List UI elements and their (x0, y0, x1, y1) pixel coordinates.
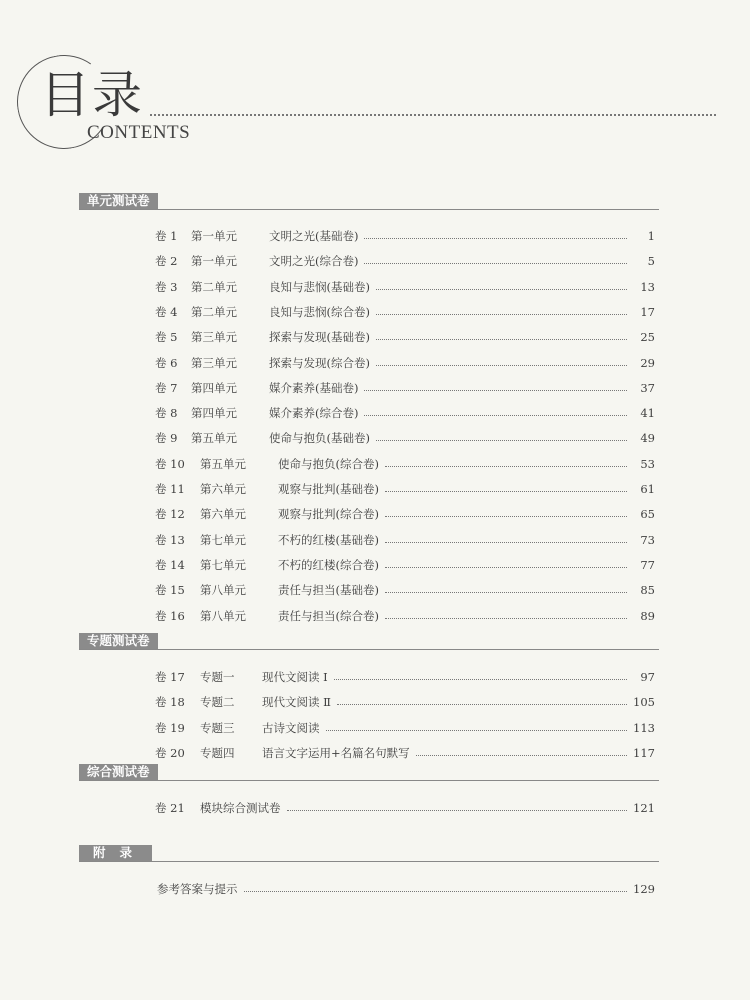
entry-unit: 第二单元 (191, 280, 237, 294)
entry-unit: 专题二 (200, 695, 235, 709)
leader-dots (364, 263, 627, 264)
toc-entry (155, 693, 655, 711)
entry-title: 使命与抱负(综合卷) (278, 457, 379, 471)
entry-title: 媒介素养(综合卷) (269, 406, 359, 420)
leader-dots (287, 810, 628, 811)
entry-title: 良知与悲悯(基础卷) (269, 280, 370, 294)
toc-entry (155, 799, 655, 817)
entry-unit: 第八单元 (200, 583, 246, 597)
leader-dots (385, 618, 627, 619)
entry-unit: 第一单元 (191, 254, 237, 268)
leader-dots (385, 466, 627, 467)
entry-title: 模块综合测试卷 (200, 801, 281, 815)
toc-entry (155, 303, 655, 321)
toc-entry (155, 455, 655, 473)
entry-volume: 卷 12 (155, 507, 185, 521)
entry-volume: 卷 14 (155, 558, 185, 572)
entry-title: 参考答案与提示 (157, 882, 238, 896)
entry-title: 文明之光(综合卷) (269, 254, 359, 268)
entry-title: 探索与发现(基础卷) (269, 330, 370, 344)
entry-title: 文明之光(基础卷) (269, 229, 359, 243)
entry-unit: 专题四 (200, 746, 235, 760)
entry-unit: 第五单元 (200, 457, 246, 471)
entry-page-number: 73 (640, 533, 655, 547)
leader-dots (326, 730, 628, 731)
leader-dots (334, 679, 627, 680)
entry-volume: 卷 15 (155, 583, 185, 597)
entry-unit: 第四单元 (191, 406, 237, 420)
toc-entry (155, 328, 655, 346)
entry-page-number: 121 (633, 801, 655, 815)
leader-dots (364, 415, 627, 416)
entry-volume: 卷 8 (155, 406, 178, 420)
page-title: 目录 (40, 66, 144, 124)
entry-page-number: 53 (640, 457, 655, 471)
entry-page-number: 65 (640, 507, 655, 521)
entry-unit: 第六单元 (200, 507, 246, 521)
entry-page-number: 77 (640, 558, 655, 572)
entry-page-number: 17 (640, 305, 655, 319)
toc-entry (155, 278, 655, 296)
leader-dots (376, 314, 627, 315)
entry-title: 古诗文阅读 (262, 721, 320, 735)
entry-title: 观察与批判(基础卷) (278, 482, 379, 496)
entry-title: 责任与担当(基础卷) (278, 583, 379, 597)
leader-dots (416, 755, 627, 756)
entry-volume: 卷 11 (155, 482, 185, 496)
leader-dots (376, 440, 627, 441)
entry-unit: 第六单元 (200, 482, 246, 496)
entry-title: 媒介素养(基础卷) (269, 381, 359, 395)
entry-page-number: 105 (633, 695, 655, 709)
toc-entry (155, 668, 655, 686)
entry-title: 使命与抱负(基础卷) (269, 431, 370, 445)
toc-entry (155, 531, 655, 549)
header-dotted-rule (150, 114, 716, 116)
entry-volume: 卷 10 (155, 457, 185, 471)
entry-volume: 卷 2 (155, 254, 178, 268)
entry-title: 语言文字运用+名篇名句默写 (262, 746, 410, 760)
toc-entry (155, 379, 655, 397)
section-label: 综合测试卷 (79, 764, 158, 780)
entry-title: 不朽的红楼(基础卷) (278, 533, 379, 547)
entry-page-number: 25 (640, 330, 655, 344)
entry-page-number: 113 (633, 721, 655, 735)
entry-unit: 第四单元 (191, 381, 237, 395)
leader-dots (385, 592, 627, 593)
entry-volume: 卷 13 (155, 533, 185, 547)
entry-unit: 专题三 (200, 721, 235, 735)
entry-volume: 卷 5 (155, 330, 178, 344)
section-header-appendix (79, 845, 659, 862)
leader-dots (385, 516, 627, 517)
leader-dots (337, 704, 627, 705)
entry-page-number: 117 (633, 746, 655, 760)
toc-entry (155, 505, 655, 523)
toc-entry (155, 354, 655, 372)
leader-dots (376, 289, 627, 290)
entry-volume: 卷 4 (155, 305, 178, 319)
toc-entry (155, 404, 655, 422)
toc-entry (155, 556, 655, 574)
entry-title: 不朽的红楼(综合卷) (278, 558, 379, 572)
leader-dots (364, 238, 627, 239)
entry-volume: 卷 3 (155, 280, 178, 294)
leader-dots (376, 339, 627, 340)
section-label: 专题测试卷 (79, 633, 158, 649)
leader-dots (376, 365, 627, 366)
entry-page-number: 41 (640, 406, 655, 420)
section-label: 单元测试卷 (79, 193, 158, 209)
entry-volume: 卷 21 (155, 801, 185, 815)
entry-volume: 卷 9 (155, 431, 178, 445)
leader-dots (385, 491, 627, 492)
toc-entry (155, 607, 655, 625)
entry-title: 观察与批判(综合卷) (278, 507, 379, 521)
entry-page-number: 85 (640, 583, 655, 597)
entry-unit: 第八单元 (200, 609, 246, 623)
section-header-topic-tests (79, 633, 659, 650)
entry-volume: 卷 6 (155, 356, 178, 370)
section-header-unit-tests (79, 193, 659, 210)
entry-title: 良知与悲悯(综合卷) (269, 305, 370, 319)
entry-unit: 第一单元 (191, 229, 237, 243)
entry-page-number: 13 (640, 280, 655, 294)
entry-unit: 第三单元 (191, 356, 237, 370)
entry-title: 探索与发现(综合卷) (269, 356, 370, 370)
section-header-comprehensive-tests (79, 764, 659, 781)
entry-volume: 卷 1 (155, 229, 178, 243)
entry-page-number: 49 (640, 431, 655, 445)
entry-unit: 第七单元 (200, 533, 246, 547)
toc-entry (155, 429, 655, 447)
entry-unit: 第五单元 (191, 431, 237, 445)
leader-dots (385, 567, 627, 568)
entry-page-number: 5 (647, 254, 655, 268)
entry-page-number: 1 (647, 229, 655, 243)
leader-dots (364, 390, 627, 391)
toc-entry (155, 480, 655, 498)
entry-unit: 第三单元 (191, 330, 237, 344)
entry-page-number: 29 (640, 356, 655, 370)
entry-volume: 卷 16 (155, 609, 185, 623)
entry-volume: 卷 17 (155, 670, 185, 684)
entry-title: 现代文阅读 Ⅰ (262, 670, 328, 684)
entry-unit: 第七单元 (200, 558, 246, 572)
entry-volume: 卷 7 (155, 381, 178, 395)
toc-entry (155, 252, 655, 270)
entry-title: 责任与担当(综合卷) (278, 609, 379, 623)
entry-unit: 第二单元 (191, 305, 237, 319)
toc-entry (157, 880, 655, 898)
entry-page-number: 97 (640, 670, 655, 684)
entry-page-number: 89 (640, 609, 655, 623)
page-subtitle: CONTENTS (87, 122, 191, 143)
entry-volume: 卷 20 (155, 746, 185, 760)
entry-volume: 卷 18 (155, 695, 185, 709)
leader-dots (385, 542, 627, 543)
toc-header (0, 0, 750, 160)
toc-entry (155, 227, 655, 245)
entry-page-number: 61 (640, 482, 655, 496)
leader-dots (244, 891, 628, 892)
entry-page-number: 37 (640, 381, 655, 395)
toc-entry (155, 744, 655, 762)
entry-unit: 专题一 (200, 670, 235, 684)
entry-title: 现代文阅读 Ⅱ (262, 695, 331, 709)
toc-entry (155, 581, 655, 599)
toc-entry (155, 719, 655, 737)
entry-page-number: 129 (633, 882, 655, 896)
entry-volume: 卷 19 (155, 721, 185, 735)
section-label: 附录 (79, 845, 152, 861)
